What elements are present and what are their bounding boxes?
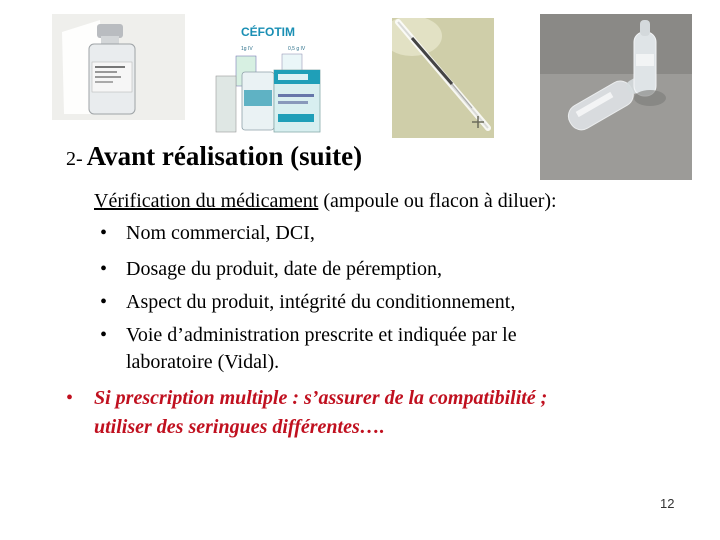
ampoules-photo — [540, 14, 692, 180]
lead-line — [94, 189, 557, 213]
heading-title: Avant réalisation (suite) — [86, 141, 363, 171]
page-number: 12 — [660, 496, 675, 511]
continuation-rest: (Vidal). — [212, 351, 280, 373]
lead-underlined: Vérification du médicament — [94, 190, 319, 212]
red-note-line-2: utiliser des seringues différentes…. — [94, 416, 385, 438]
heading-number: 2- — [66, 148, 83, 170]
slide-heading — [66, 141, 362, 172]
box-strength-2: 0,5 g IV — [288, 46, 306, 52]
red-bullet-dot: • — [66, 387, 74, 409]
bullet-item: Nom commercial, DCI, — [126, 222, 315, 244]
red-note-line-1: Si prescription multiple : s’assurer de la compatibilité ; — [94, 387, 548, 409]
bullet-item: Dosage du produit, date de péremption, — [126, 258, 443, 280]
box-strength-1: 1g IV — [241, 46, 253, 52]
continuation-bold: laboratoire — [126, 351, 213, 373]
syringe-photo — [392, 18, 494, 138]
bullet-item: Aspect du produit, intégrité du conditionnement, — [126, 291, 516, 313]
bullet-dot: • — [100, 291, 108, 313]
bullet-item: Voie d’administration prescrite et indiquée par le — [126, 324, 517, 346]
medicine-vial-photo — [52, 14, 185, 120]
bullet-continuation — [126, 350, 279, 374]
box-brand-label: CÉFOTIM — [241, 25, 295, 39]
lead-rest: (ampoule ou flacon à diluer): — [318, 190, 557, 212]
cefotim-box-photo — [208, 14, 330, 136]
bullet-dot: • — [100, 222, 108, 244]
bullet-dot: • — [100, 258, 108, 280]
bullet-dot: • — [100, 324, 108, 346]
